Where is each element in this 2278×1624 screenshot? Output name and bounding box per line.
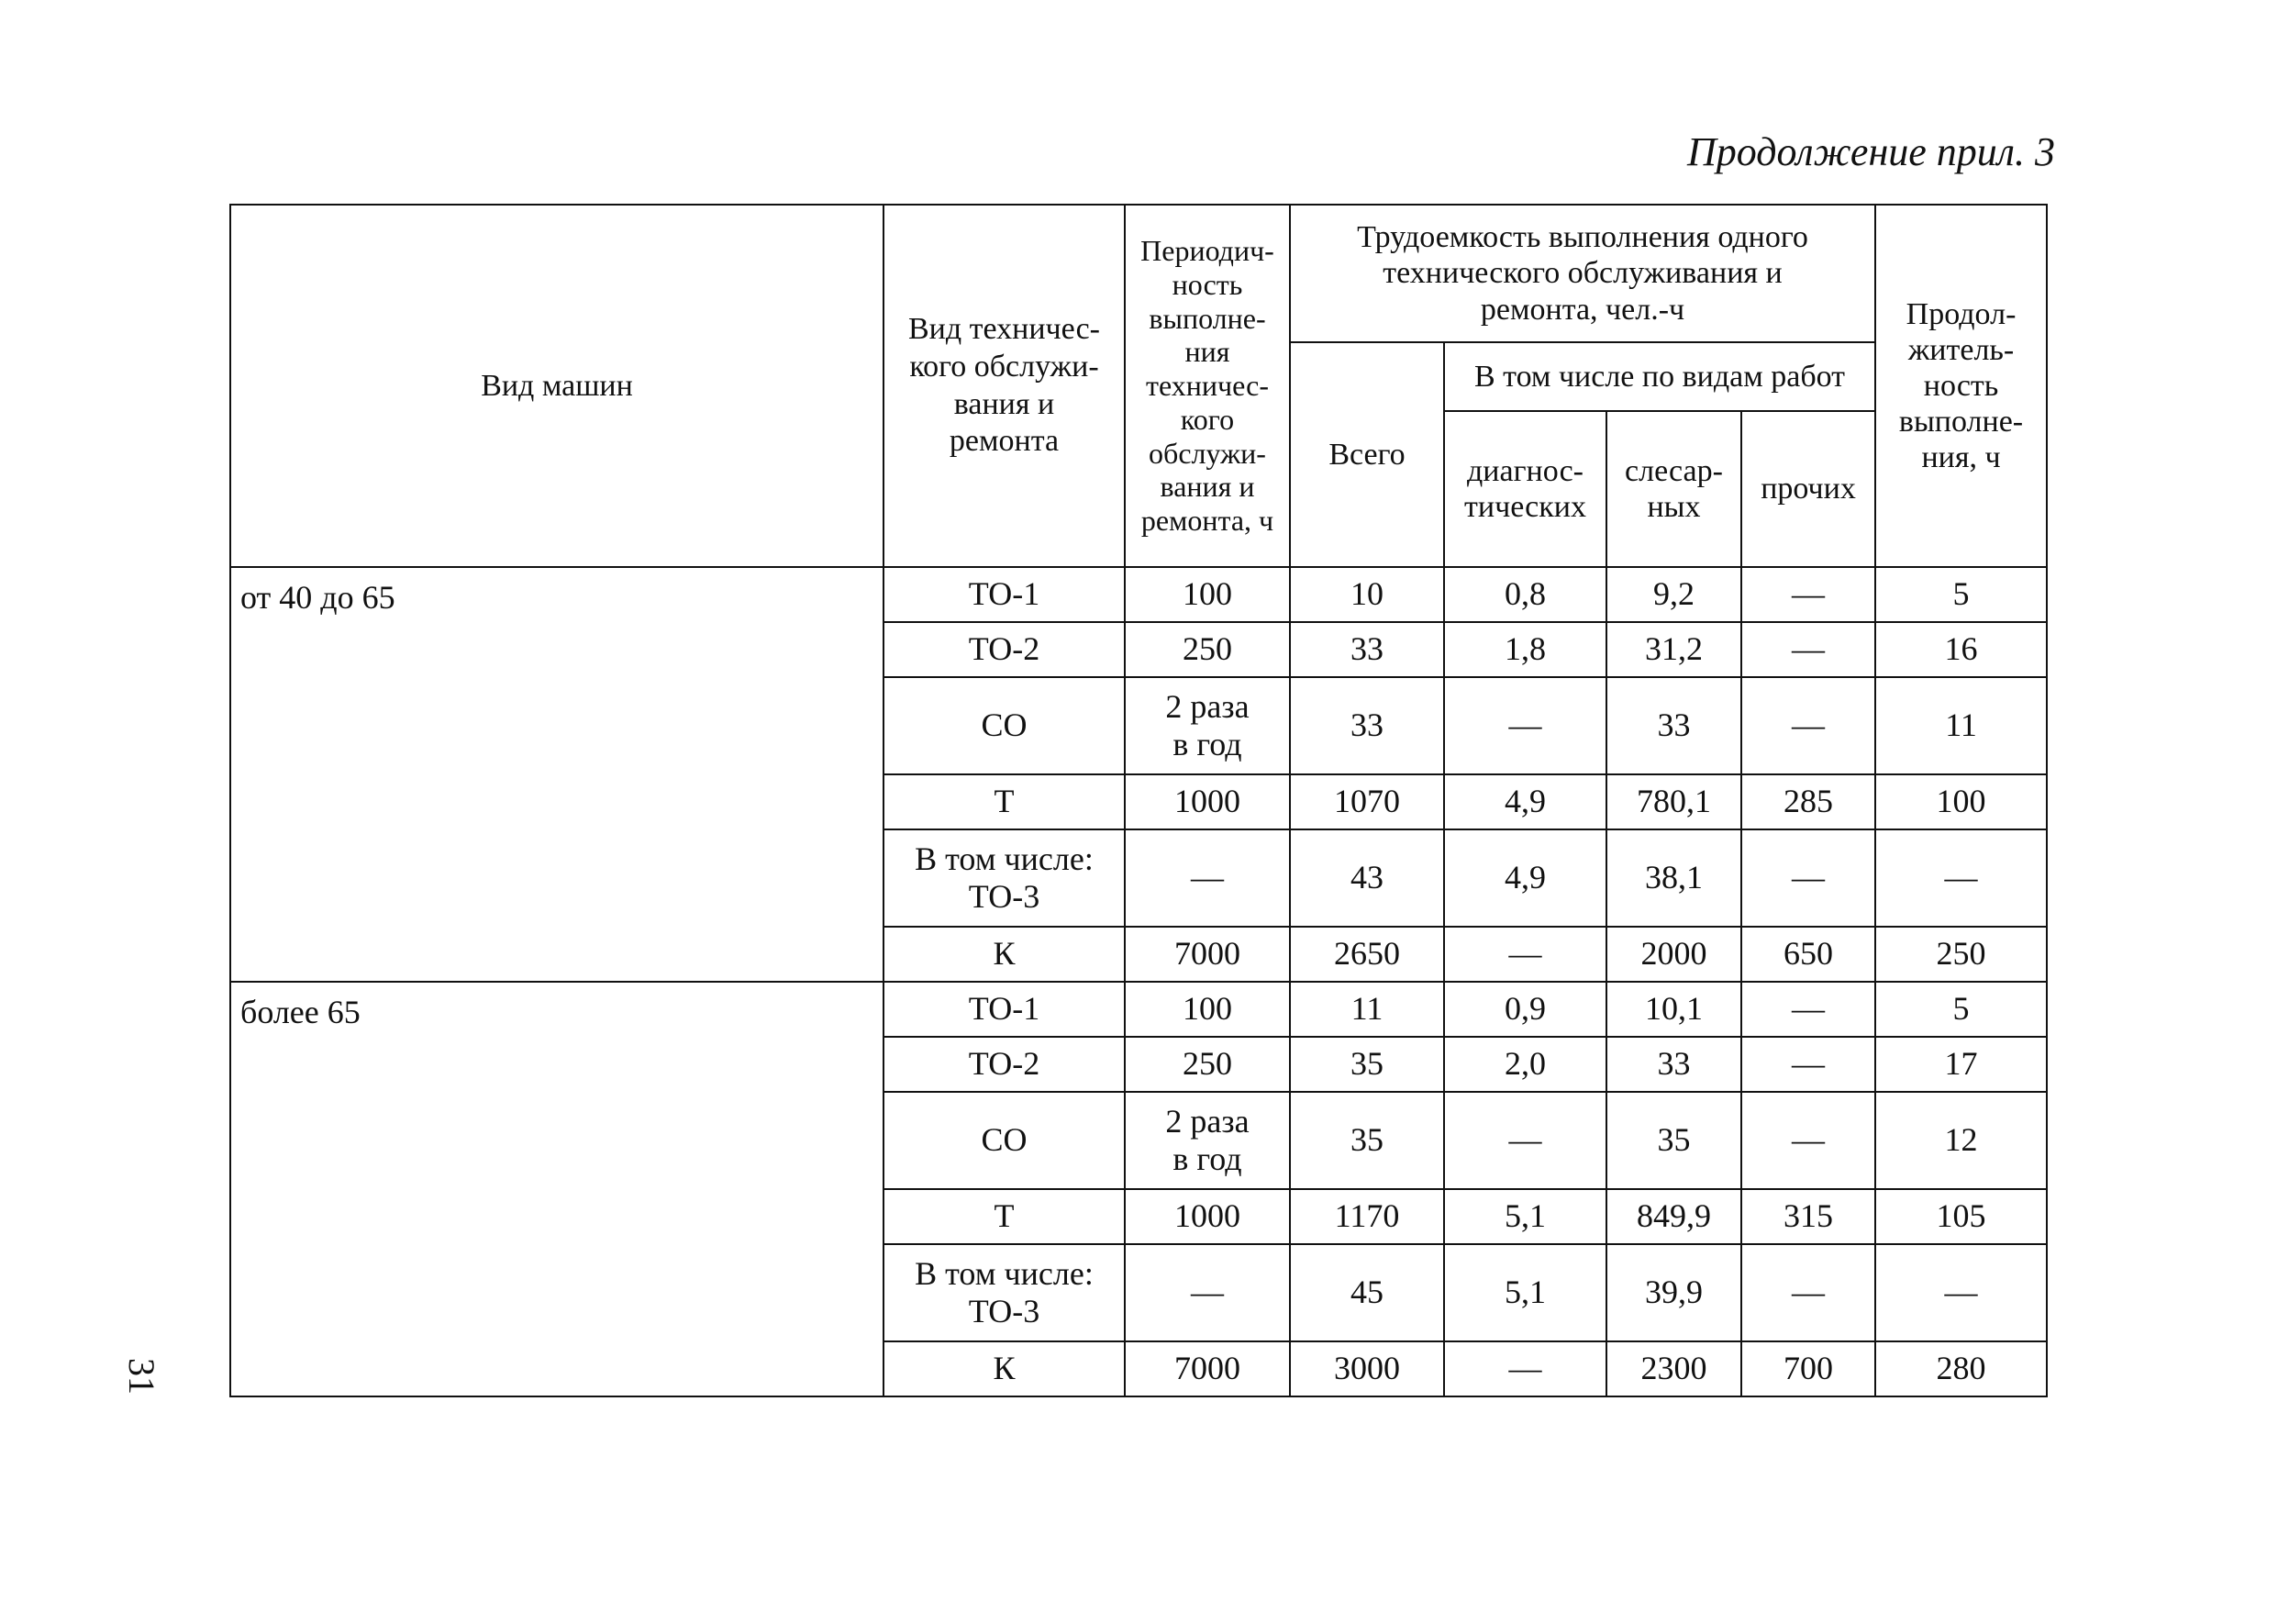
locksmith-labor-cell: 33 [1606, 1037, 1741, 1092]
table-row [230, 567, 2047, 622]
total-labor-cell: 11 [1290, 982, 1444, 1037]
header-periodicity: Периодич- ность выполне- ния техничес- кого обслужи- вания и ремонта, ч [1125, 205, 1290, 567]
other-labor-cell: — [1741, 829, 1875, 927]
header-duration: Продол- житель- ность выполне- ния, ч [1875, 205, 2047, 567]
diagnostic-labor-cell: — [1444, 1341, 1606, 1396]
locksmith-labor-cell: 10,1 [1606, 982, 1741, 1037]
diagnostic-labor-cell: 5,1 [1444, 1189, 1606, 1244]
periodicity-cell: 7000 [1125, 1341, 1290, 1396]
diagnostic-labor-cell: — [1444, 1092, 1606, 1189]
duration-cell: — [1875, 1244, 2047, 1341]
locksmith-labor-cell: 2300 [1606, 1341, 1741, 1396]
header-total: Всего [1290, 342, 1444, 567]
diagnostic-labor-cell: — [1444, 677, 1606, 774]
periodicity-cell: 1000 [1125, 774, 1290, 829]
periodicity-cell: 7000 [1125, 927, 1290, 982]
duration-cell: 17 [1875, 1037, 2047, 1092]
machine-type-cell: от 40 до 65 [230, 567, 883, 982]
periodicity-cell: — [1125, 829, 1290, 927]
header-labor: Трудоемкость выполнения одного технического обслуживания и ремонта, чел.-ч [1290, 205, 1875, 342]
total-labor-cell: 35 [1290, 1037, 1444, 1092]
header-including: В том числе по видам работ [1444, 342, 1875, 411]
service-type-cell: СО [883, 677, 1125, 774]
diagnostic-labor-cell: 1,8 [1444, 622, 1606, 677]
machine-type-cell: более 65 [230, 982, 883, 1396]
periodicity-cell: 1000 [1125, 1189, 1290, 1244]
diagnostic-labor-cell: 0,9 [1444, 982, 1606, 1037]
total-labor-cell: 33 [1290, 677, 1444, 774]
duration-cell: 16 [1875, 622, 2047, 677]
other-labor-cell: — [1741, 567, 1875, 622]
table-caption: Продолжение прил. 3 [1687, 129, 2055, 174]
periodicity-cell: — [1125, 1244, 1290, 1341]
total-labor-cell: 43 [1290, 829, 1444, 927]
total-labor-cell: 2650 [1290, 927, 1444, 982]
other-labor-cell: — [1741, 1037, 1875, 1092]
locksmith-labor-cell: 35 [1606, 1092, 1741, 1189]
page-number: 31 [121, 1358, 162, 1395]
service-type-cell: ТО-2 [883, 622, 1125, 677]
locksmith-labor-cell: 9,2 [1606, 567, 1741, 622]
table-body [230, 567, 2047, 1396]
periodicity-cell: 250 [1125, 622, 1290, 677]
total-labor-cell: 3000 [1290, 1341, 1444, 1396]
header-diagnostic: диагнос- тических [1444, 411, 1606, 567]
total-labor-cell: 35 [1290, 1092, 1444, 1189]
duration-cell: 12 [1875, 1092, 2047, 1189]
total-labor-cell: 10 [1290, 567, 1444, 622]
duration-cell: 5 [1875, 567, 2047, 622]
service-type-cell: ТО-1 [883, 982, 1125, 1037]
service-type-cell: СО [883, 1092, 1125, 1189]
service-type-cell: В том числе: ТО-3 [883, 829, 1125, 927]
service-type-cell: В том числе: ТО-3 [883, 1244, 1125, 1341]
total-labor-cell: 1070 [1290, 774, 1444, 829]
duration-cell: 250 [1875, 927, 2047, 982]
diagnostic-labor-cell: 4,9 [1444, 829, 1606, 927]
service-type-cell: Т [883, 1189, 1125, 1244]
service-type-cell: К [883, 1341, 1125, 1396]
maintenance-table [229, 204, 2048, 1397]
other-labor-cell: — [1741, 622, 1875, 677]
locksmith-labor-cell: 849,9 [1606, 1189, 1741, 1244]
duration-cell: 280 [1875, 1341, 2047, 1396]
periodicity-cell: 2 раза в год [1125, 677, 1290, 774]
other-labor-cell: 315 [1741, 1189, 1875, 1244]
locksmith-labor-cell: 39,9 [1606, 1244, 1741, 1341]
service-type-cell: ТО-1 [883, 567, 1125, 622]
periodicity-cell: 100 [1125, 982, 1290, 1037]
periodicity-cell: 250 [1125, 1037, 1290, 1092]
header-service-type: Вид техничес- кого обслужи- вания и ремонта [883, 205, 1125, 567]
locksmith-labor-cell: 780,1 [1606, 774, 1741, 829]
locksmith-labor-cell: 31,2 [1606, 622, 1741, 677]
duration-cell: — [1875, 829, 2047, 927]
diagnostic-labor-cell: 4,9 [1444, 774, 1606, 829]
periodicity-cell: 2 раза в год [1125, 1092, 1290, 1189]
other-labor-cell: — [1741, 677, 1875, 774]
service-type-cell: Т [883, 774, 1125, 829]
locksmith-labor-cell: 38,1 [1606, 829, 1741, 927]
locksmith-labor-cell: 33 [1606, 677, 1741, 774]
duration-cell: 5 [1875, 982, 2047, 1037]
periodicity-cell: 100 [1125, 567, 1290, 622]
locksmith-labor-cell: 2000 [1606, 927, 1741, 982]
other-labor-cell: — [1741, 1244, 1875, 1341]
other-labor-cell: — [1741, 982, 1875, 1037]
header-locksmith: слесар- ных [1606, 411, 1741, 567]
other-labor-cell: 700 [1741, 1341, 1875, 1396]
total-labor-cell: 1170 [1290, 1189, 1444, 1244]
diagnostic-labor-cell: 0,8 [1444, 567, 1606, 622]
service-type-cell: ТО-2 [883, 1037, 1125, 1092]
header-other: прочих [1741, 411, 1875, 567]
duration-cell: 105 [1875, 1189, 2047, 1244]
diagnostic-labor-cell: 2,0 [1444, 1037, 1606, 1092]
service-type-cell: К [883, 927, 1125, 982]
duration-cell: 11 [1875, 677, 2047, 774]
diagnostic-labor-cell: 5,1 [1444, 1244, 1606, 1341]
other-labor-cell: 285 [1741, 774, 1875, 829]
duration-cell: 100 [1875, 774, 2047, 829]
diagnostic-labor-cell: — [1444, 927, 1606, 982]
header-machine-type: Вид машин [230, 205, 883, 567]
total-labor-cell: 33 [1290, 622, 1444, 677]
other-labor-cell: — [1741, 1092, 1875, 1189]
table-row [230, 982, 2047, 1037]
total-labor-cell: 45 [1290, 1244, 1444, 1341]
other-labor-cell: 650 [1741, 927, 1875, 982]
